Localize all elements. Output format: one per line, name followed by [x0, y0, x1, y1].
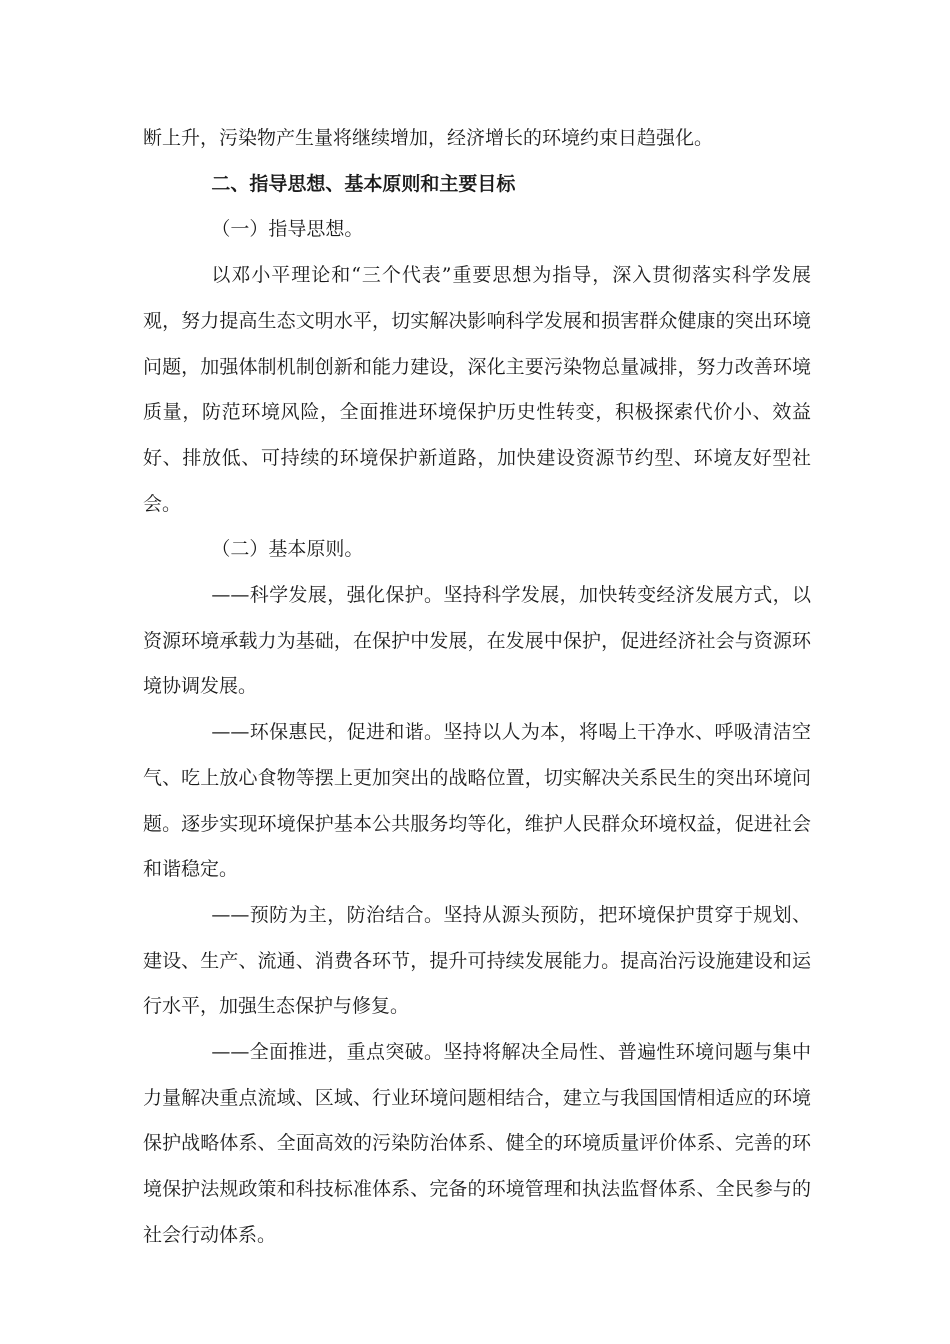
section-heading: 二、指导思想、基本原则和主要目标 [211, 172, 516, 195]
subsection-basic-principles: （二）基本原则。 [211, 538, 364, 561]
paragraph-continuation: 断上升，污染物产生量将继续增加，经济增长的环境约束日趋强化。 [143, 127, 714, 149]
paragraph-guiding-ideology: 以邓小平理论和“三个代表”重要思想为指导，深入贯彻落实科学发展观，努力提高生态文明水平，切实解决影响科学发展和损害群众健康的突出环境问题，加强体制机制创新和能力建设，深化主要污染物总量减排，努力改善环境质量，防范环境风险，全面推进环境保护历史性转变，积极探索代价小、效益好、排放低、可持续的环境保护新道路，加快建设资源节约型、环境友好型社会。 [143, 264, 811, 515]
paragraph-principle-1: ——科学发展，强化保护。坚持科学发展，加快转变经济发展方式，以资源环境承载力为基础，在保护中发展，在发展中保护，促进经济社会与资源环境协调发展。 [143, 584, 811, 698]
paragraph-principle-4: ——全面推进，重点突破。坚持将解决全局性、普遍性环境问题与集中力量解决重点流域、区域、行业环境问题相结合，建立与我国国情相适应的环境保护战略体系、全面高效的污染防治体系、健全的环境质量评价体系、完善的环境保护法规政策和科技标准体系、完备的环境管理和执法监督体系、全民参与的社会行动体系。 [143, 1041, 811, 1246]
paragraph-principle-3: ——预防为主，防治结合。坚持从源头预防，把环境保护贯穿于规划、建设、生产、流通、消费各环节，提升可持续发展能力。提高治污设施建设和运行水平，加强生态保护与修复。 [143, 903, 811, 1018]
document-body [143, 116, 811, 1259]
paragraph-principle-2: ——环保惠民，促进和谐。坚持以人为本，将喝上干净水、呼吸清洁空气、吃上放心食物等摆上更加突出的战略位置，切实解决关系民生的突出环境问题。逐步实现环境保护基本公共服务均等化，维护人民群众环境权益，促进社会和谐稳定。 [143, 721, 811, 881]
subsection-guiding-ideology: （一）指导思想。 [211, 218, 364, 241]
